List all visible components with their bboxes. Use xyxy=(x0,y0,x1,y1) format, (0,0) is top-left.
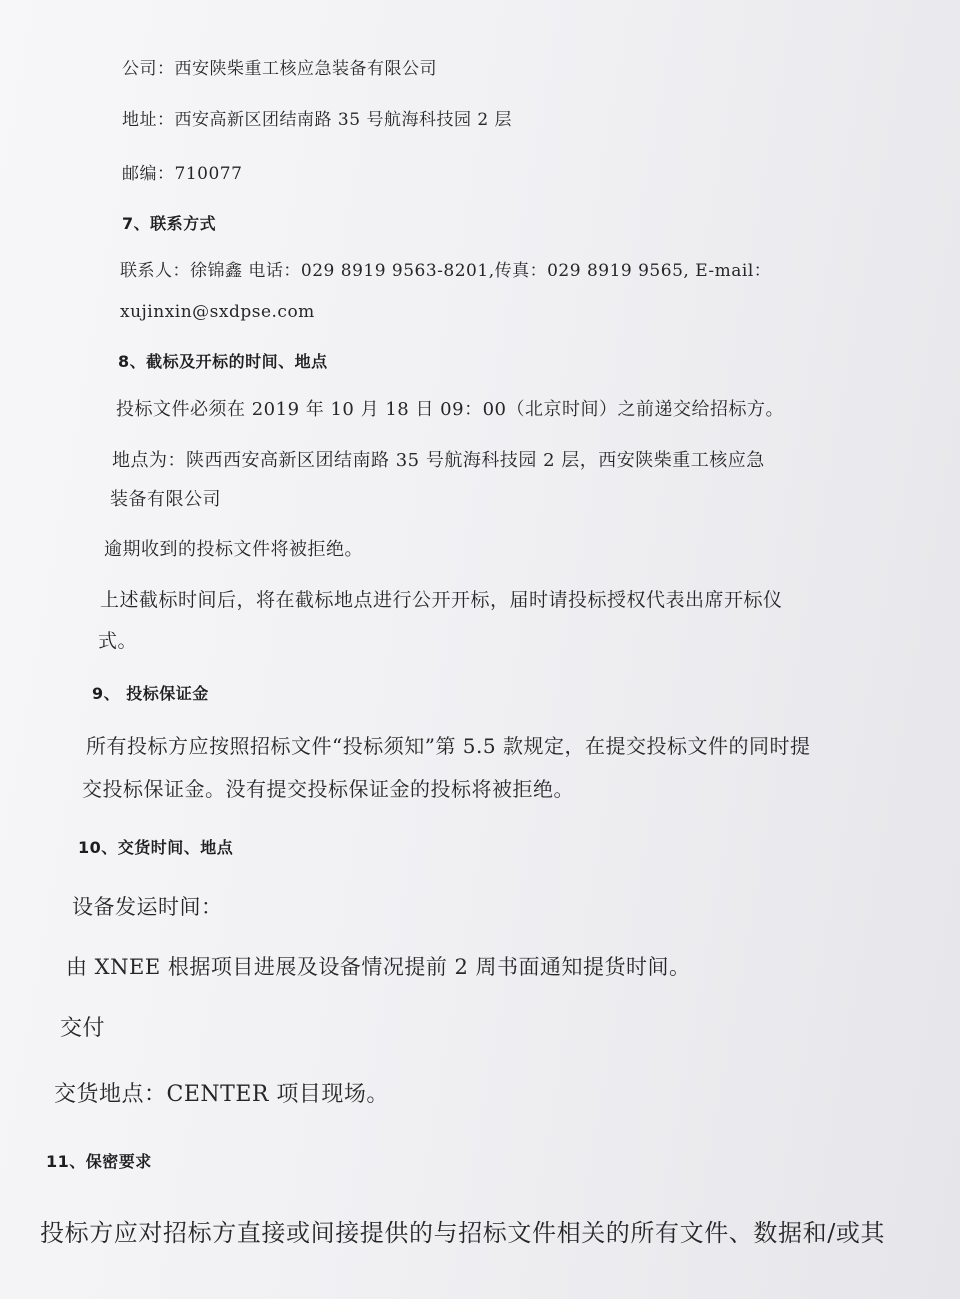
section-7-heading: 7、联系方式 xyxy=(122,214,217,233)
delivery-line: 交付 xyxy=(60,1016,106,1041)
shipping-time-detail: 由 XNEE 根据项目进展及设备情况提前 2 周书面通知提货时间。 xyxy=(66,955,691,979)
bid-bond-line-1: 所有投标方应按照招标文件“投标须知”第 5.5 款规定，在提交投标文件的同时提 xyxy=(86,734,811,758)
confidentiality-line: 投标方应对招标方直接或间接提供的与招标文件相关的所有文件、数据和/或其 xyxy=(40,1219,886,1247)
contact-line: 联系人：徐锦鑫 电话：029 8919 9563-8201,传真：029 8919 9565, E-mail： xyxy=(120,261,772,281)
section-8-heading: 8、截标及开标的时间、地点 xyxy=(118,352,328,371)
postcode-line: 邮编：710077 xyxy=(122,164,243,184)
bid-place-line-2: 装备有限公司 xyxy=(110,489,221,510)
company-line: 公司：西安陕柴重工核应急装备有限公司 xyxy=(122,59,437,79)
section-11-heading: 11、保密要求 xyxy=(46,1152,152,1171)
email-line: xujinxin@sxdpse.com xyxy=(120,302,315,322)
bid-place-line-1: 地点为：陕西西安高新区团结南路 35 号航海科技园 2 层，西安陕柴重工核应急 xyxy=(112,450,765,471)
opening-line-1: 上述截标时间后，将在截标地点进行公开开标，届时请投标授权代表出席开标仪 xyxy=(100,589,783,611)
shipping-time-label: 设备发运时间： xyxy=(72,895,223,919)
opening-line-2: 式。 xyxy=(98,630,138,652)
delivery-place-line: 交货地点：CENTER 项目现场。 xyxy=(54,1082,389,1107)
section-9-heading: 9、 投标保证金 xyxy=(92,684,209,703)
deadline-line: 投标文件必须在 2019 年 10 月 18 日 09：00（北京时间）之前递交给招标方。 xyxy=(116,399,784,420)
bid-bond-line-2: 交投标保证金。没有提交投标保证金的投标将被拒绝。 xyxy=(82,777,574,801)
section-10-heading: 10、交货时间、地点 xyxy=(78,838,234,857)
address-line: 地址：西安高新区团结南路 35 号航海科技园 2 层 xyxy=(122,110,513,130)
late-rejection-line: 逾期收到的投标文件将被拒绝。 xyxy=(104,539,363,560)
